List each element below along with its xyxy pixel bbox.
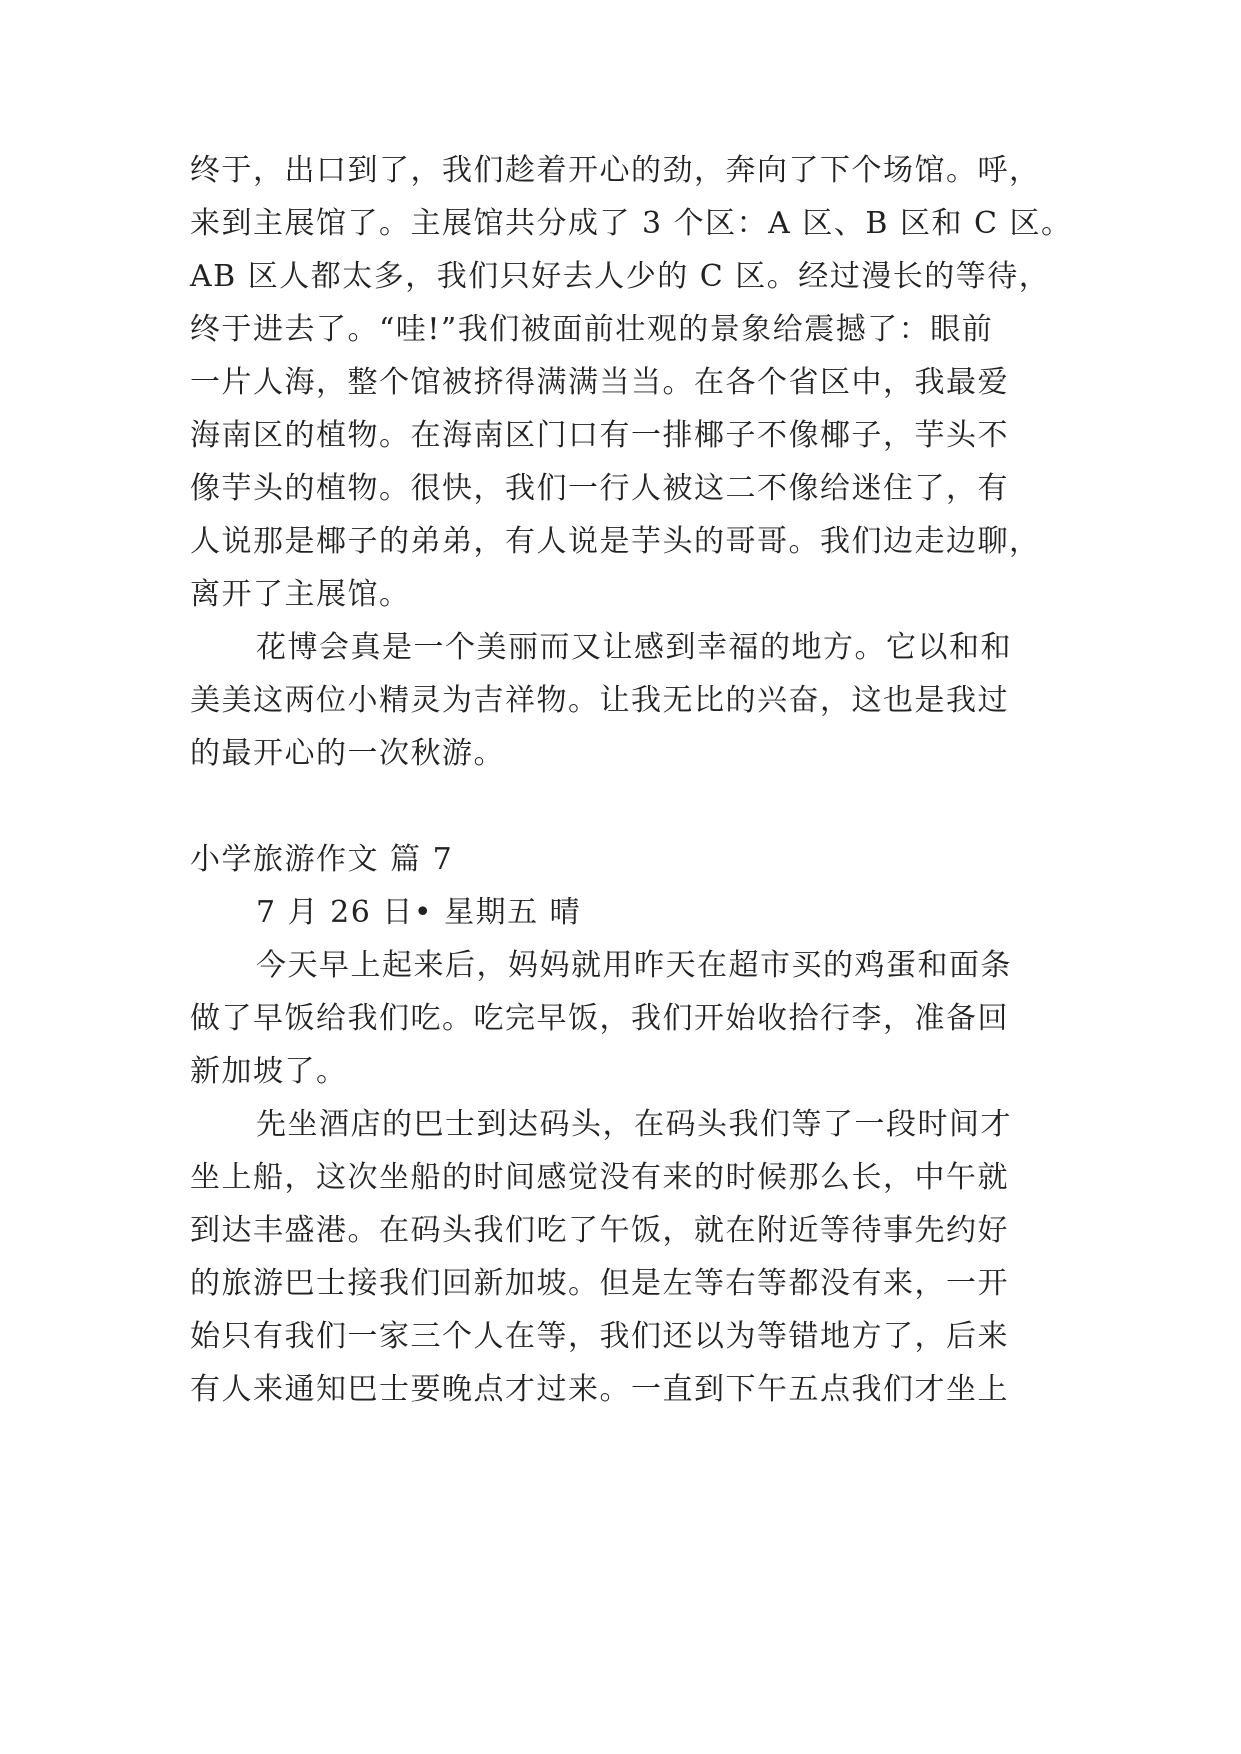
text-line: 离开了主展馆。: [190, 577, 411, 612]
text-line: 一片人海，整个馆被挤得满满当当。在各个省区中，我最爱: [190, 365, 1009, 400]
text-line: 人说那是椰子的弟弟，有人说是芋头的哥哥。我们边走边聊，: [190, 524, 1041, 559]
text-line: 的旅游巴士接我们回新加坡。但是左等右等都没有来，一开: [190, 1266, 1009, 1301]
text-line: 终于，出口到了，我们趁着开心的劲，奔向了下个场馆。呼，: [190, 153, 1041, 188]
text-line: 到达丰盛港。在码头我们吃了午饭，就在附近等待事先约好: [190, 1213, 1009, 1248]
text-line: 来到主展馆了。主展馆共分成了 3 个区：A 区、B 区和 C 区。: [190, 206, 1073, 241]
text-line: AB 区人都太多，我们只好去人少的 C 区。经过漫长的等待，: [190, 259, 1051, 294]
text-line: 先坐酒店的巴士到达码头，在码头我们等了一段时间才: [256, 1107, 1012, 1142]
date-line: 7 月 26 日• 星期五 晴: [256, 895, 582, 930]
text-line: 今天早上起来后，妈妈就用昨天在超市买的鸡蛋和面条: [256, 948, 1012, 983]
text-line: 新加坡了。: [190, 1054, 348, 1089]
text-line: 有人来通知巴士要晚点才过来。一直到下午五点我们才坐上: [190, 1372, 1009, 1407]
text-line: 美美这两位小精灵为吉祥物。让我无比的兴奋，这也是我过: [190, 683, 1009, 718]
text-line: 像芋头的植物。很快，我们一行人被这二不像给迷住了，有: [190, 471, 1009, 506]
text-line: 坐上船，这次坐船的时间感觉没有来的时候那么长，中午就: [190, 1160, 1009, 1195]
text-line: 做了早饭给我们吃。吃完早饭，我们开始收拾行李，准备回: [190, 1001, 1009, 1036]
text-line: 花博会真是一个美丽而又让感到幸福的地方。它以和和: [256, 630, 1012, 665]
section-title: 小学旅游作文 篇 7: [190, 842, 454, 877]
text-line: 海南区的植物。在海南区门口有一排椰子不像椰子，芋头不: [190, 418, 1009, 453]
text-line: 始只有我们一家三个人在等，我们还以为等错地方了，后来: [190, 1319, 1009, 1354]
text-line: 的最开心的一次秋游。: [190, 736, 505, 771]
text-line: 终于进去了。“哇!”我们被面前壮观的景象给震撼了：眼前: [190, 312, 994, 347]
